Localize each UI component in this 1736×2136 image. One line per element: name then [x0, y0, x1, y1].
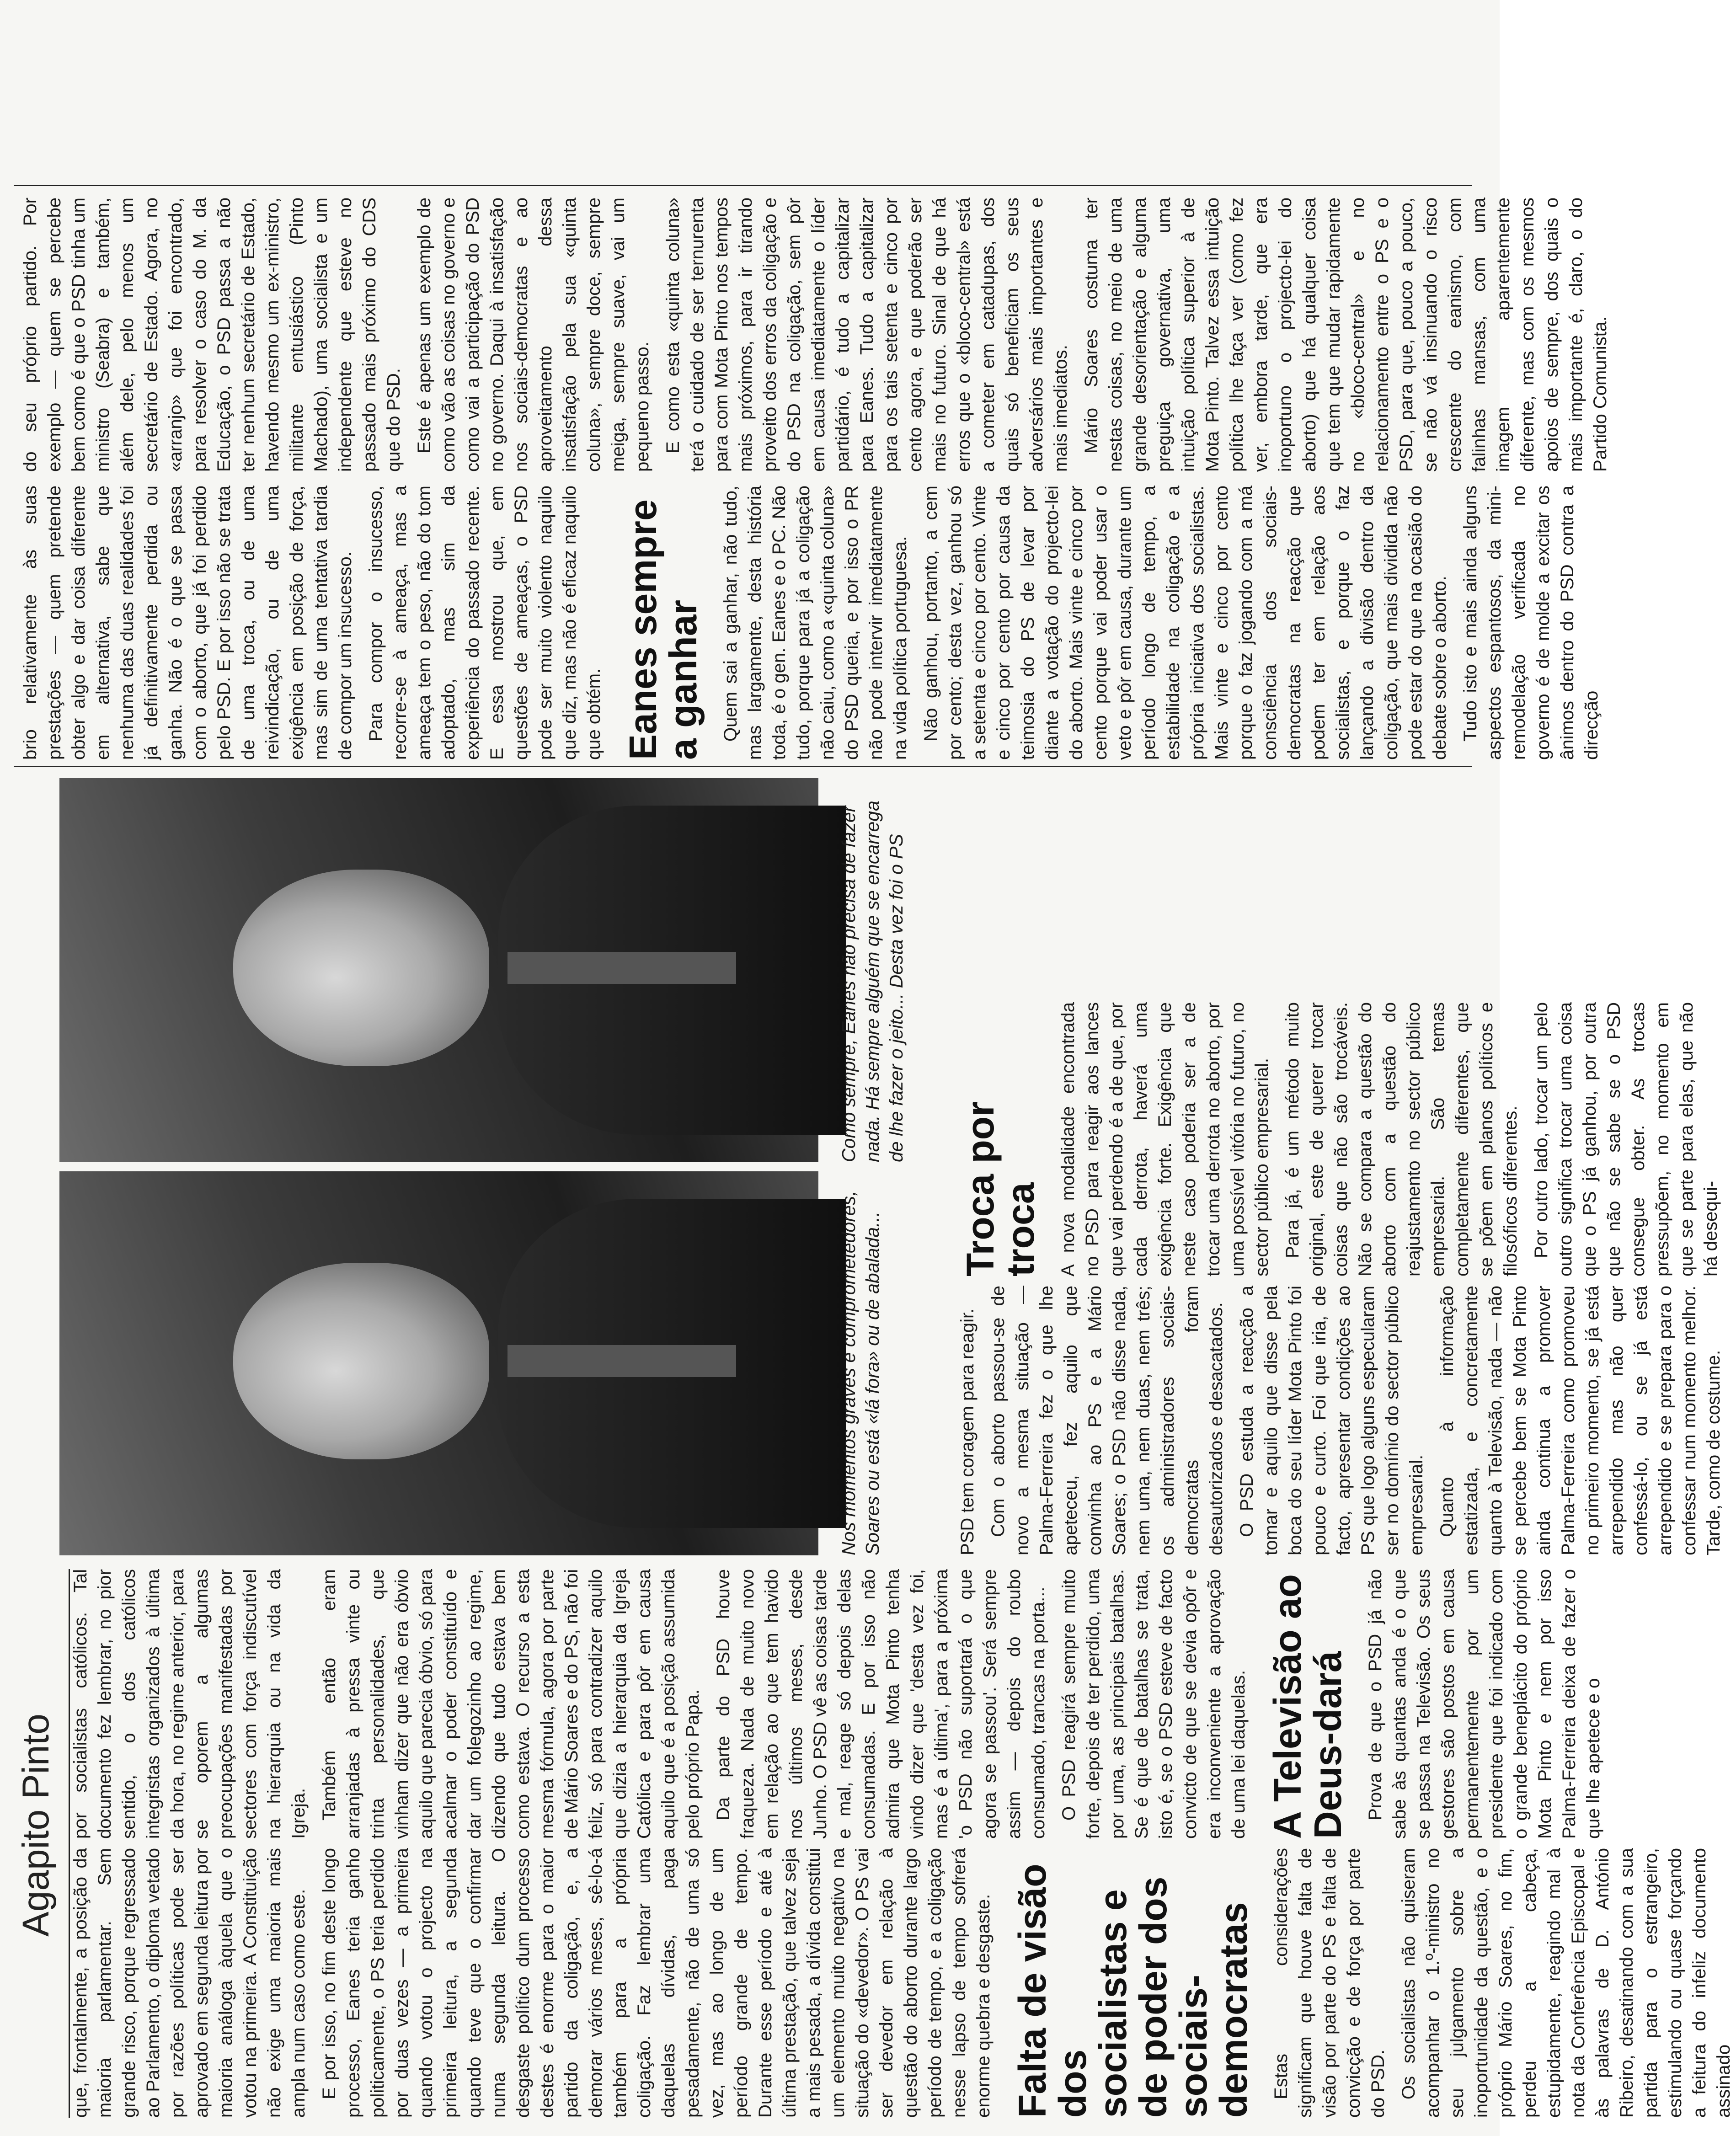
paragraph: que, frontalmente, a posição da maioria parlamentar. Sem grande risco, porque regressado ao Parlamento, o diploma vetado por razões políticas pode ser aprovado em segunda leitura por maioria análoga àquela que o votou na primeira. A Constituição não exige uma maioria mais ampla num caso como este.	[70, 1848, 309, 2118]
photo-figure-head	[233, 870, 489, 1066]
paragraph: E por isso, no fim deste longo processo, Eanes teria ganho politicamente, o PS teria perdido por duas vezes — a primeira quando votou o projecto na primeira leitura, a segunda quando teve que o confirmar numa segunda leitura. O desgaste político dum processo destes é enorme para o maior partido da coligação, e, a demorar vários meses, sê-lo-á também para a própria coligação. Faz lembrar uma daquelas dívidas, paga pesadamente, não de uma só vez, mas ao longo de um período grande de tempo. Durante esse período e até à última prestação, que talvez seja a mais pesada, a dívida constitui um elemento muito negativo na situação do «devedor». O PS vai ser devedor em relação à questão do aborto durante largo período de tempo, e a coligação nesse lapso de tempo sofrerá enorme quebra e desgaste.	[319, 1848, 994, 2118]
paragraph: A nova modalidade encontrada no PSD para reagir aos lances que vai perdendo é a de que, por cada derrota, haverá uma exigência forte. Exigência que neste caso poderia ser a de trocar uma derrota no aborto, por uma possível vitória no futuro, no sector público empresarial.	[1058, 1002, 1272, 1276]
article-column-2	[69, 1569, 1603, 1839]
paragraph: Prova de que o PSD já não sabe às quantas anda é o que se passa na Televisão. Os seus gestores são postos em causa permanentemente por um presidente que foi indicado com o grande beneplácito do próprio Mota Pinto e nem por isso Palma-Ferreira deixa de fazer o que lhe apetece e o	[1365, 1569, 1603, 1839]
paragraph: brio relativamente às suas prestações — quem pretende obter algo e dar coisa diferente em alternativa, sabe que nenhuma das duas realidades foi já definitivamente perdida ou ganha. Não é o que se passa com o aborto, que já foi perdido pelo PSD. E por isso não se trata de uma troca, ou de uma reivindicação, ou de uma exigência em posição de força, mas sim de uma tentativa tardia de compor um insucesso.	[20, 486, 355, 760]
photo-figure-tie	[507, 1345, 736, 1377]
paragraph: E como esta «quinta coluna» terá o cuidado de ser ternurenta para com Mota Pinto nos tempos mais próximos, para ir tirando proveito dos erros da coligação e do PSD na coligação, sem pôr em causa imediatamente o líder partidário, é tudo a capitalizar para Eanes. Tudo a capitalizar para os tais setenta e cinco por cento agora, e que poderão ser mais no futuro. Sinal de que há erros que o «bloco-central» está a cometer em catadupas, dos quais só beneficiam os seus adversários mais importantes e mais imediatos.	[663, 198, 1071, 472]
article-column-3	[956, 1286, 1724, 1555]
column-divider	[14, 185, 1472, 186]
paragraph: Com o aborto passou-se de novo a mesma situação — Palma-Ferreira fez o que lhe apeteceu, fez aquilo que convinha ao PS e a Mário Soares; o PSD não disse nada, nem uma, nem duas, nem três; os administradores sociais-democratas foram desautorizados e desacatados.	[988, 1286, 1226, 1555]
article-column-4	[956, 1002, 1721, 1276]
paragraph: Tudo isto e mais ainda alguns aspectos espantosos, da mini-remodelação verificada no governo é de molde a excitar os ânimos dentro do PSD contra a direcção	[1460, 486, 1602, 760]
article-column-6	[18, 198, 1610, 472]
photo-figure-tie	[507, 952, 736, 984]
author-byline: Agapito Pinto	[15, 1714, 57, 1937]
paragraph: Este é apenas um exemplo de como vão as coisas no governo e como vai a participação do PSD no governo. Daqui à insatisfação nos sociais-democratas e ao aproveitamento dessa insatisfação pela sua «quinta coluna», sempre doce, sempre meiga, sempre suave, vai um pequeno passo.	[414, 198, 652, 472]
paragraph: Mário Soares costuma ter nestas coisas, no meio de uma grande desorientação e alguma preguiça governativa, uma intuição política superior à de Mota Pinto. Talvez essa intuição política lhe faça ver (como fez ver, embora tarde, que era inoportuno o projecto-lei do aborto) que há qualquer coisa que tem que mudar rapidamente no «bloco-central» e no relacionamento entre o PS e o PSD, para que, pouco a pouco, se não vá insinuando o risco crescente do eanismo, com falinhas mansas, com uma imagem aparentemente diferente, mas com os mesmos apoios de sempre, dos quais o mais importante é, claro, o do Partido Comunista.	[1081, 198, 1610, 472]
paragraph: Para compor o insucesso, recorre-se à ameaça, mas a ameaça tem o peso, não do tom adoptado, mas sim da experiência do passado recente. E essa mostrou que, em questões de ameaças, o PSD pode ser muito violento naquilo que diz, mas não é eficaz naquilo que obtém.	[366, 486, 604, 760]
paragraph: Também então eram arranjadas à pressa vinte ou trinta personalidades, que vinham dizer que não era óbvio aquilo que parecia óbvio, só para acalmar o poder constituído e dar um folegozinho ao regime, dizendo que tudo estava bem como estava. O recurso a esta mesma fórmula, agora por parte de Mário Soares e do PS, não foi feliz, só para contradizer aquilo que dizia a hierarquia da Igreja Católica e para pôr em causa aquilo que é a posição assumida pelo próprio Papa.	[319, 1569, 703, 1839]
paragraph: Por outro lado, trocar um pelo outro significa trocar uma coisa que o PS já ganhou, por outra que não se sabe se o PSD consegue obter. As trocas pressupõem, no momento em que se parte para elas, que não há desequi-	[1531, 1002, 1721, 1276]
section-heading: Troca por troca	[959, 1101, 1042, 1276]
photo-eanes	[59, 778, 818, 1162]
paragraph: Quanto à informação estatizada, e concretamente quanto à Televisão, nada — não se percebe bem se Mota Pinto ainda continua a promover Palma-Ferreira como promoveu no primeiro momento, se já está arrependido mas não quer confessá-lo, ou se já está arrependido e se prepara para o confessar num momento melhor. Tarde, como de costume.	[1437, 1286, 1724, 1555]
paragraph: Não ganhou, portanto, a cem por cento; desta vez, ganhou só a setenta e cinco por cento. Vinte e cinco por cento por causa da teimosia do PS de levar por diante a votação do projecto-lei do aborto. Mais vinte e cinco por cento porque vai poder usar o veto e pôr em causa, durante um período longo de tempo, a estabilidade na coligação e a própria iniciativa dos socialistas. Mais vinte e cinco por cento porque o faz jogando com a má consciência dos sociais-democratas na reacção que podem ter em relação aos socialistas, e porque o faz lançando a divisão dentro da coligação, que mais dividida não pode estar do que na ocasião do debate sobre o aborto.	[921, 486, 1450, 760]
section-heading: A Televisão ao Deus-dará	[1266, 1574, 1349, 1839]
paragraph: Para já, é um método muito original, este de querer trocar coisas que não são trocáveis. Não se compara a questão do aborto com a questão do reajustamento no sector público empresarial. São temas completamente diferentes, que se põem em planos políticos e filosóficos diferentes.	[1282, 1002, 1521, 1276]
paragraph: por socialistas católicos. Tal documento fez lembrar, no pior sentido, o dos católicos integristas organizados à última da hora, no regime anterior, para se oporem a algumas preocupações manifestadas por sectores com força indiscutível na hierarquia ou na vida da Igreja.	[70, 1569, 309, 1839]
section-heading: Falta de visão dos socialistas e de poder dos sociais-democratas	[1011, 1864, 1255, 2118]
photo-figure-head	[233, 1263, 489, 1459]
paragraph: Quem sai a ganhar, não tudo, mas largamente, desta história toda, é o gen. Eanes e o PC. Não tudo, porque para já a coligação não caiu, como a «quinta coluna» do PSD queria, e por isso o PR não pode intervir imediatamente na vida política portuguesa.	[721, 486, 910, 760]
paragraph: PSD tem coragem para reagir.	[957, 1308, 978, 1555]
paragraph: O PSD reagirá sempre muito forte, depois de ter perdido, uma por uma, as principais batalhas. Se é que de batalhas se trata, isto é, se o PSD esteve de facto convicto de que se devia opôr e era inconveniente a aprovação de uma lei daquelas.	[1059, 1569, 1249, 1839]
article-column-1	[69, 1848, 1734, 2118]
photo-caption-soares: Nos momentos graves e comprometedores, Soares ou está «lá fora» ou de abalada...	[838, 1191, 883, 1555]
photo-soares	[59, 1171, 818, 1555]
paragraph: do seu próprio partido. Por exemplo — quem se percebe bem como é que o PSD tinha um ministro (Seabra) e também, além dele, pelo menos um secretário de Estado. Agora, no «arranjo» que foi encontrado, para resolver o caso do M. da Educação, o PSD passa a não ter nenhum secretário de Estado, havendo mesmo um ex-ministro, militante entusiástico (Pinto Machado), uma socialista e um independente que esteve no passado mais próximo do CDS que do PSD.	[20, 198, 404, 472]
column-divider	[14, 766, 1472, 767]
paragraph: O PSD estuda a reacção a tomar e aquilo que disse pela boca do seu líder Mota Pinto foi pouco e curto. Foi que iria, de facto, apresentar condições ao PS que logo alguns especularam ser no domínio do sector público empresarial.	[1237, 1286, 1426, 1555]
paragraph: Da parte do PSD houve fraqueza. Nada de muito novo em relação ao que tem havido nos últimos meses, desde Junho. O PSD vê as coisas tarde e mal, reage só depois delas consumadas. E por isso não admira que Mota Pinto tenha vindo dizer que 'desta vez foi, mas é a última', para a próxima 'o PSD não suportará o que agora se passou'. Será sempre assim — depois do roubo consumado, trancas na porta...	[713, 1569, 1048, 1839]
paragraph: Os socialistas não quiseram acompanhar o 1.º-ministro no seu julgamento sobre a inoportunidade da questão, e o próprio Mário Soares, no fim, perdeu a cabeça, estupidamente, reagindo mal à nota da Conferência Episcopal e às palavras de D. António Ribeiro, desatinando com a sua partida para o estrangeiro, estimulando ou quase forçando a feitura do infeliz documento assinado	[1399, 1848, 1734, 2118]
paragraph: Estas considerações significam que houve falta de visão por parte do PS e falta de convicção e de força por parte do PSD.	[1271, 1848, 1388, 2118]
article-column-5	[18, 486, 1602, 760]
section-heading: Eanes sempre a ganhar	[621, 499, 705, 760]
photo-caption-eanes: Como sempre, Eanes não precisa de fazer nada. Há sempre alguém que se encarrega de lhe fazer o jeito... Desta vez foi o PS	[838, 801, 907, 1162]
